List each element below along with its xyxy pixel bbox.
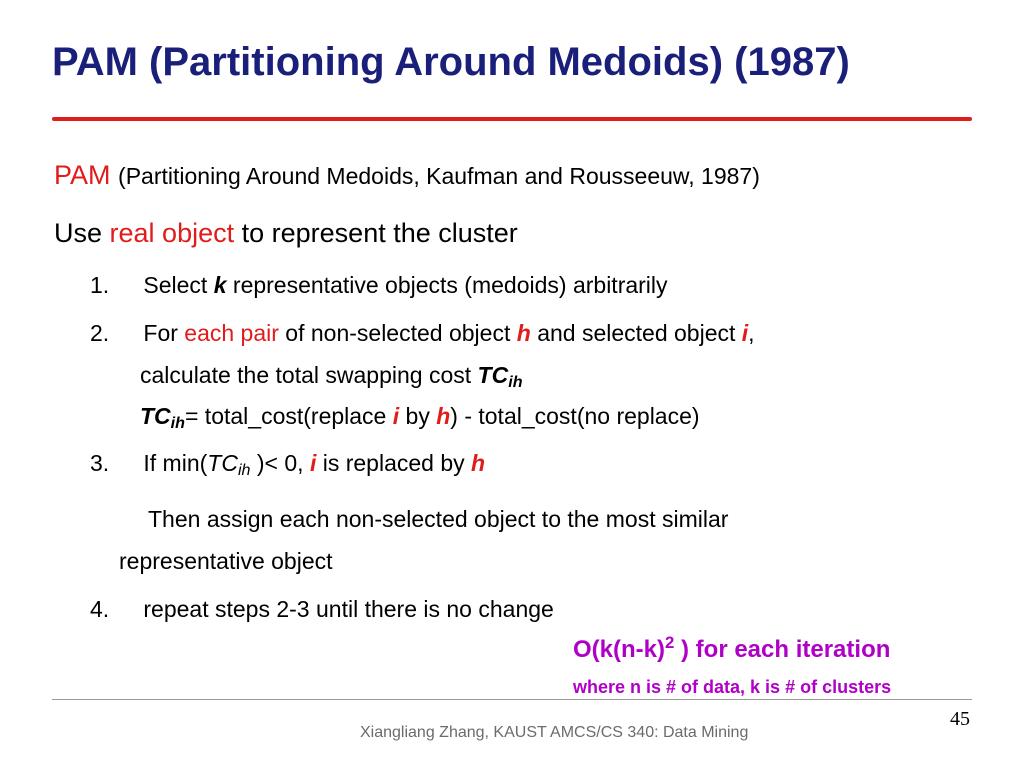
step-2-text-a: For [143,320,178,346]
complexity-note: where n is # of data, k is # of clusters [573,677,892,697]
use-suffix: to represent the cluster [241,218,518,248]
complexity-line: $O(k(n-k)^2$ ) for each iteration [573,632,891,663]
use-text: Use [54,218,103,248]
each-pair-highlight: each pair [184,320,279,346]
step-1-text-b: representative objects (medoids) arbitrarily [232,272,668,298]
formula-part-a: = total_cost(replace [184,403,387,429]
formula-h: h [436,403,451,429]
step-3-text-a: If min( [143,450,208,476]
step-3-text-c: is replaced by [322,450,465,476]
step-2-i: i [741,320,749,346]
step-4-number: 4. [90,596,110,622]
step-1-number: 1. [90,272,110,298]
title-underline [52,117,972,121]
tc-symbol: $TC_{ih}$ [477,362,523,392]
step-1-k: k [213,272,227,298]
step-2-number: 2. [90,320,110,346]
pam-description: (Partitioning Around Medoids, Kaufman and Rousseeuw, 1987) [118,163,760,189]
step-3-number: 3. [90,450,110,476]
step-2 [90,320,755,347]
pam-line [54,160,760,191]
then-assign-line-2: representative object [119,548,333,574]
step-2-text-b: of non-selected object [285,320,511,346]
use-real-object-line [54,218,518,249]
pam-label: PAM [54,160,111,190]
step-2-text-c: and selected object [537,320,736,346]
step-4 [90,596,554,623]
formula-tc-symbol: $TC_{ih}$ [140,403,185,433]
formula-part-b: ) - total_cost(no replace) [450,403,700,429]
page-number: 45 [950,708,970,730]
formula-i: i [392,403,400,429]
step-2-comma: , [748,320,755,346]
step-1 [90,272,668,299]
formula-by: by [405,403,430,429]
slide-title: PAM (Partitioning Around Medoids) (1987) [52,40,850,84]
step-1-text-a: Select [143,272,208,298]
step-3 [90,450,486,480]
tc-formula [140,403,700,433]
step-2-h: h [516,320,531,346]
swap-cost-text: calculate the total swapping cost [140,362,472,388]
step-3-text-b: )< 0, [256,450,304,476]
step-3-i: i [309,450,317,476]
footer-divider [52,699,972,700]
then-assign-line-1: Then assign each non-selected object to the most similar [148,506,729,532]
step-3-h: h [471,450,486,476]
step-2-line-2 [140,362,523,392]
footer-text: Xiangliang Zhang, KAUST AMCS/CS 340: Data Mining [360,724,749,741]
real-object-highlight: real object [109,218,235,248]
step-4-text: repeat steps 2-3 until there is no change [143,596,554,622]
step-3-tc: $TC_{ih}$ [207,450,251,480]
